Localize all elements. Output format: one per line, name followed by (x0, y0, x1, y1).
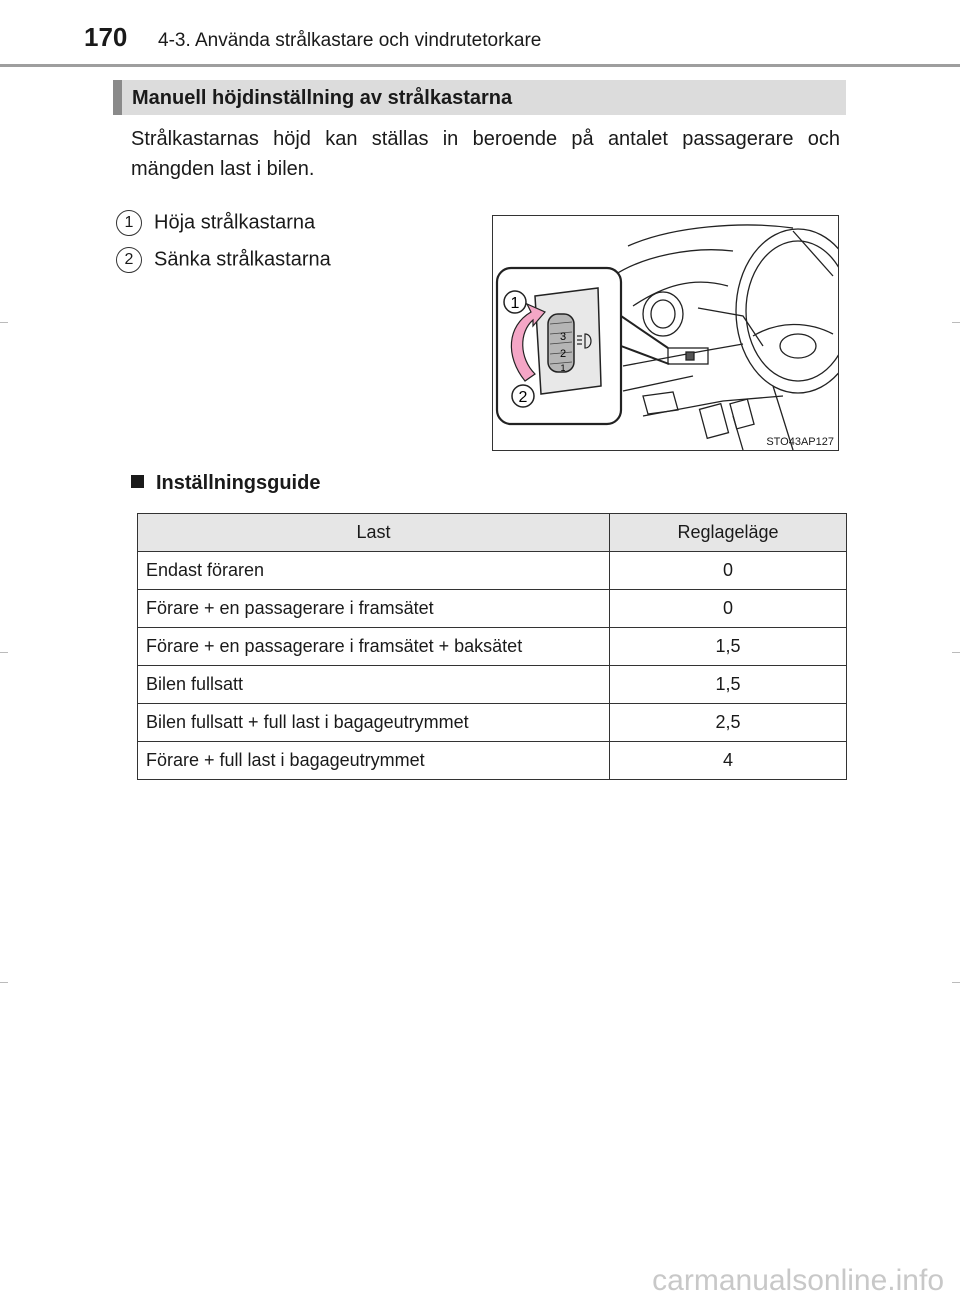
chapter-title: 4-3. Använda strålkastare och vindrutetorkare (158, 30, 542, 51)
dashboard-drawing (493, 216, 838, 450)
load-cell: Förare + en passagerare i framsätet + baksätet (138, 628, 610, 666)
table-row (138, 590, 847, 628)
table-row (138, 742, 847, 780)
load-cell: Förare + en passagerare i framsätet (138, 590, 610, 628)
page-number: 170 (84, 22, 128, 52)
table-row (138, 666, 847, 704)
guide-heading (131, 472, 320, 495)
position-cell: 0 (610, 590, 847, 628)
position-cell: 4 (610, 742, 847, 780)
position-cell: 1,5 (610, 628, 847, 666)
legend-text-2: Sänka strålkastarna (154, 248, 331, 271)
dial-mark-1: 1 (560, 363, 566, 373)
load-cell: Endast föraren (138, 552, 610, 590)
intro-paragraph: Strålkastarnas höjd kan ställas in beroende på antalet passagerare och mängden last i bilen. (131, 128, 840, 180)
header-divider (0, 64, 960, 67)
load-cell: Förare + full last i bagageutrymmet (138, 742, 610, 780)
crop-mark (952, 322, 960, 323)
table-header-row (138, 514, 847, 552)
table-row (138, 628, 847, 666)
column-header-position: Reglageläge (610, 514, 847, 552)
position-cell: 0 (610, 552, 847, 590)
crop-mark (0, 652, 8, 653)
legend-item-raise (116, 210, 315, 236)
crop-mark (0, 982, 8, 983)
section-heading-bar (113, 80, 846, 115)
legend-item-lower (116, 247, 331, 273)
figure-callout-1: 1 (510, 295, 520, 312)
dial-mark-2: 2 (559, 348, 567, 360)
crop-mark (0, 322, 8, 323)
setting-guide-table (137, 513, 847, 780)
crop-mark (952, 982, 960, 983)
load-cell: Bilen fullsatt + full last i bagageutrymmet (138, 704, 610, 742)
load-cell: Bilen fullsatt (138, 666, 610, 704)
position-cell: 2,5 (610, 704, 847, 742)
headlight-leveling-illustration (492, 215, 839, 451)
legend-text-1: Höja strålkastarna (154, 211, 316, 234)
figure-code: STO43AP127 (766, 436, 834, 448)
section-title: Manuell höjdinställning av strålkastarna (132, 87, 513, 109)
dial-mark-3: 3 (559, 331, 567, 343)
column-header-load: Last (138, 514, 610, 552)
guide-heading-text: Inställningsguide (156, 472, 321, 494)
table-row (138, 704, 847, 742)
bullet-square-icon (131, 475, 144, 488)
legend-number-1: 1 (116, 210, 142, 236)
table-row (138, 552, 847, 590)
figure-callout-2: 2 (518, 389, 528, 406)
legend-number-2: 2 (116, 247, 142, 273)
position-cell: 1,5 (610, 666, 847, 704)
watermark: carmanualsonline.info (652, 1264, 944, 1297)
crop-mark (952, 652, 960, 653)
